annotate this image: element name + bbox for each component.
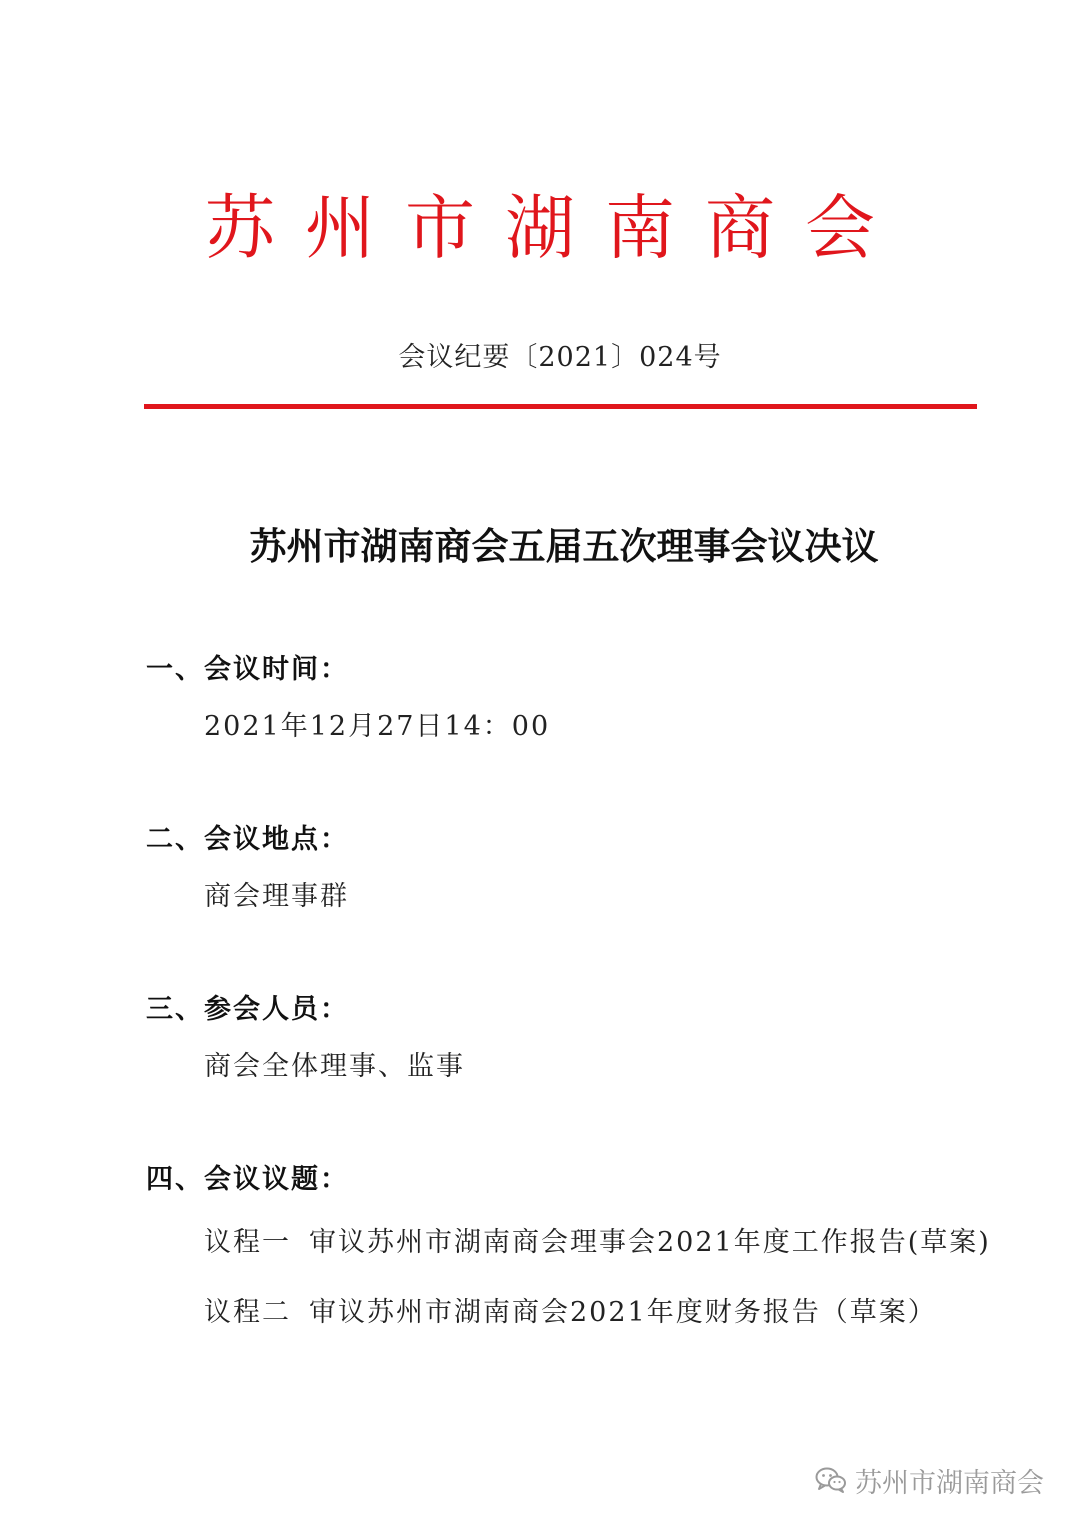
meeting-time: 2021年12月27日14：00 xyxy=(204,711,551,742)
section-heading-location: 二、会议地点： xyxy=(146,824,349,855)
section-heading-attendees: 三、参会人员： xyxy=(146,994,349,1025)
agenda-label: 议程一 xyxy=(204,1227,291,1258)
section-heading-time: 一、会议时间： xyxy=(146,654,349,685)
org-name-header: 苏州市湖南商会 xyxy=(205,187,905,269)
red-divider xyxy=(144,404,977,409)
section-heading-agenda: 四、会议议题： xyxy=(146,1164,349,1195)
document-title: 苏州市湖南商会五届五次理事会议决议 xyxy=(249,524,879,568)
agenda-text: 审议苏州市湖南商会理事会2021年度工作报告(草案) xyxy=(309,1227,991,1258)
meeting-location: 商会理事群 xyxy=(204,881,349,912)
meeting-attendees: 商会全体理事、监事 xyxy=(204,1051,465,1082)
agenda-item xyxy=(204,1225,991,1261)
wechat-watermark xyxy=(815,1460,1044,1500)
document-number: 会议纪要〔2021〕024号 xyxy=(398,342,722,373)
watermark-text: 苏州市湖南商会 xyxy=(855,1467,1044,1499)
agenda-item xyxy=(204,1295,937,1331)
wechat-icon xyxy=(815,1466,847,1494)
agenda-label: 议程二 xyxy=(204,1297,291,1328)
agenda-text: 审议苏州市湖南商会2021年度财务报告（草案） xyxy=(309,1297,937,1328)
